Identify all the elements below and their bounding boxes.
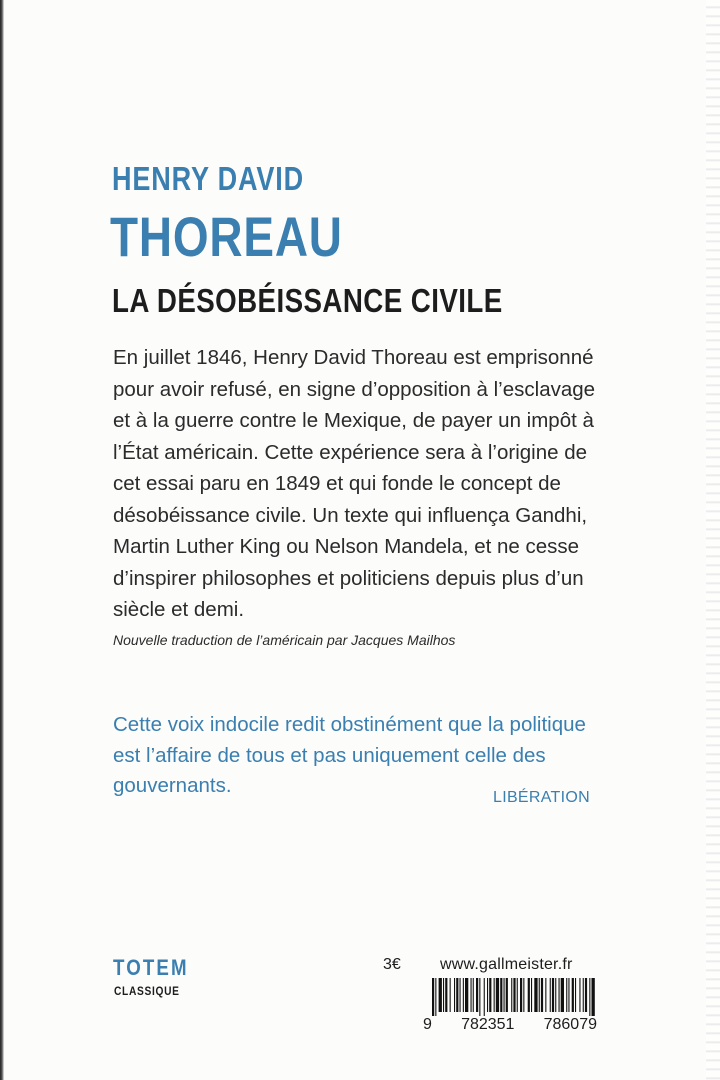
- press-quote-source: LIBÉRATION: [493, 789, 590, 806]
- barcode-bar: [550, 978, 551, 1012]
- barcode-bar: [513, 978, 515, 1012]
- barcode-bar: [545, 978, 546, 1012]
- barcode-bar: [432, 978, 434, 1016]
- barcode-bar: [517, 978, 518, 1012]
- barcode-bar: [439, 978, 442, 1012]
- barcode-bar: [489, 978, 491, 1012]
- barcode-bar: [460, 978, 461, 1012]
- collection-series: CLASSIQUE: [114, 984, 180, 998]
- barcode-bar: [473, 978, 474, 1012]
- barcode-bar: [539, 978, 540, 1012]
- barcode-bar: [561, 978, 564, 1012]
- barcode-bar: [520, 978, 522, 1012]
- barcode-bar: [572, 978, 574, 1012]
- barcode-bar: [511, 978, 512, 1012]
- book-blurb: En juillet 1846, Henry David Thoreau est emprisonné pour avoir refusé, en signe d’opposition à l’esclavage et à la guerre contre le Mexique, de payer un impôt à l’État américain. Cette expérience sera à l’origine de cet essai paru en 1849 et qui fonde le concept de désobéissance civile. Un texte qui influença Gandhi, Martin Luther King ou Nelson Mandela, et ne cesse d’inspirer philosophes et politiciens depuis plus d’un siècle et demi.: [113, 346, 596, 621]
- barcode-bar: [479, 978, 480, 1016]
- barcode-bar: [504, 978, 505, 1012]
- barcode-bar: [566, 978, 567, 1012]
- barcode-bar: [583, 978, 584, 1012]
- isbn-left-group: 782351: [461, 1016, 515, 1033]
- barcode-bar: [559, 978, 560, 1012]
- collection-logo: TOTEM: [113, 955, 189, 980]
- barcode-bar: [500, 978, 502, 1012]
- price-label: 3€: [383, 956, 401, 973]
- barcode-bar: [450, 978, 451, 1012]
- isbn-right-group: 786079: [543, 1016, 597, 1033]
- press-quote: Cette voix indocile redit obstinément que la politique est l’affaire de tous et pas uniquement celle des gouvernants.: [113, 713, 586, 797]
- barcode-bar: [465, 978, 468, 1012]
- barcode-bar: [471, 978, 472, 1012]
- cover-left-edge: [0, 0, 4, 1080]
- barcode-bar: [494, 978, 495, 1012]
- barcode-bar: [528, 978, 530, 1012]
- barcode-bar: [476, 978, 478, 1012]
- publisher-website: www.gallmeister.fr: [440, 956, 573, 973]
- barcode-bar: [454, 978, 455, 1012]
- barcode-bar: [555, 978, 556, 1012]
- barcode-bar: [579, 978, 580, 1012]
- barcode-bar: [496, 978, 499, 1012]
- barcode-bar: [541, 978, 543, 1012]
- barcode-bar: [506, 978, 508, 1012]
- barcode-bar: [575, 978, 576, 1012]
- barcode-bar: [534, 978, 537, 1012]
- barcode-bar: [445, 978, 447, 1012]
- author-last-name: THOREAU: [110, 205, 343, 268]
- isbn-first-digit: 9: [423, 1016, 432, 1033]
- author-first-name: HENRY DAVID: [112, 160, 304, 197]
- barcode-bar: [463, 978, 464, 1012]
- barcode-bar: [443, 978, 444, 1012]
- barcode-bar: [589, 978, 590, 1016]
- barcode-bar: [531, 978, 532, 1012]
- barcode-bar: [435, 978, 436, 1016]
- cover-spine-edge: [706, 0, 720, 1080]
- barcode-bar: [523, 978, 524, 1012]
- barcode-bar: [568, 978, 569, 1012]
- barcode-bar: [585, 978, 587, 1012]
- barcode-bar: [552, 978, 554, 1012]
- barcode-bar: [592, 978, 595, 1016]
- book-title: LA DÉSOBÉISSANCE CIVILE: [112, 282, 503, 319]
- isbn-number: [422, 1016, 598, 1034]
- translation-credit: Nouvelle traduction de l’américain par Jacques Mailhos: [113, 632, 456, 648]
- barcode-bars: [430, 978, 596, 1016]
- barcode-bar: [487, 978, 488, 1012]
- barcode-bar: [456, 978, 458, 1012]
- barcode-bar: [484, 978, 485, 1016]
